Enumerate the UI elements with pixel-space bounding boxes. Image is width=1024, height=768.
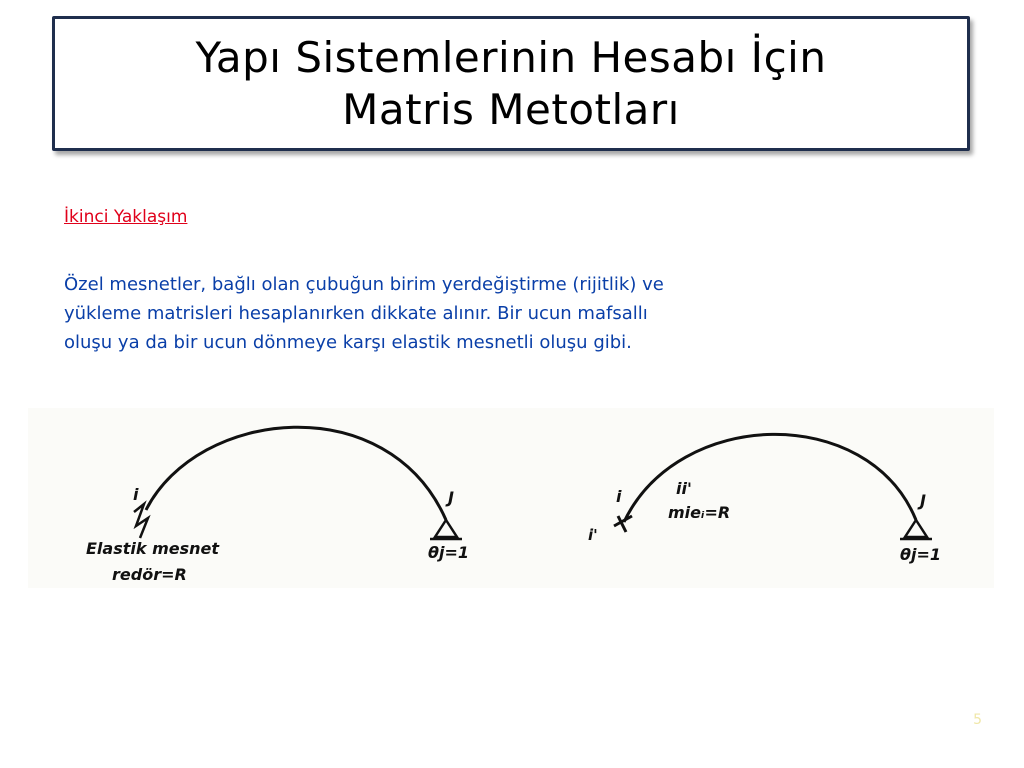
moment-label: mieᵢ=R [668, 503, 731, 522]
right-node-i-prime-label: i' [588, 526, 598, 544]
pin-support-icon [430, 520, 462, 539]
left-node-j-label: J [448, 488, 454, 507]
arch-figure [28, 408, 994, 588]
body-paragraph [64, 270, 884, 357]
title-box [52, 16, 970, 151]
title-line-1: Yapı Sistemlerinin Hesabı İçin [195, 32, 827, 82]
hinge-symbol-icon [614, 516, 632, 532]
right-pin-support-icon [900, 520, 932, 539]
right-node-i-label: i [616, 487, 622, 506]
page-number: 5 [973, 712, 982, 728]
stiffness-label: redör=R [112, 565, 187, 584]
arch-diagram [28, 408, 994, 588]
left-theta-label: θj=1 [428, 543, 470, 562]
paragraph-line: Özel mesnetler, bağlı olan çubuğun birim yerdeğiştirme (rijitlik) ve [64, 274, 664, 295]
right-theta-label: θj=1 [900, 545, 942, 564]
paragraph-line: yükleme matrisleri hesaplanırken dikkate alınır. Bir ucun mafsallı [64, 303, 648, 324]
paragraph-line: oluşu ya da bir ucun dönmeye karşı elastik mesnetli oluşu gibi. [64, 332, 632, 353]
left-arch-curve [146, 427, 446, 520]
title-line-2: Matris Metotları [342, 84, 680, 134]
elastic-support-label: Elastik mesnet [86, 539, 220, 558]
right-node-j-label: J [920, 491, 926, 510]
section-subheading: İkinci Yaklaşım [64, 207, 188, 227]
right-node-ii-prime-label: ii' [676, 479, 692, 498]
left-node-i-label: i [133, 485, 139, 504]
